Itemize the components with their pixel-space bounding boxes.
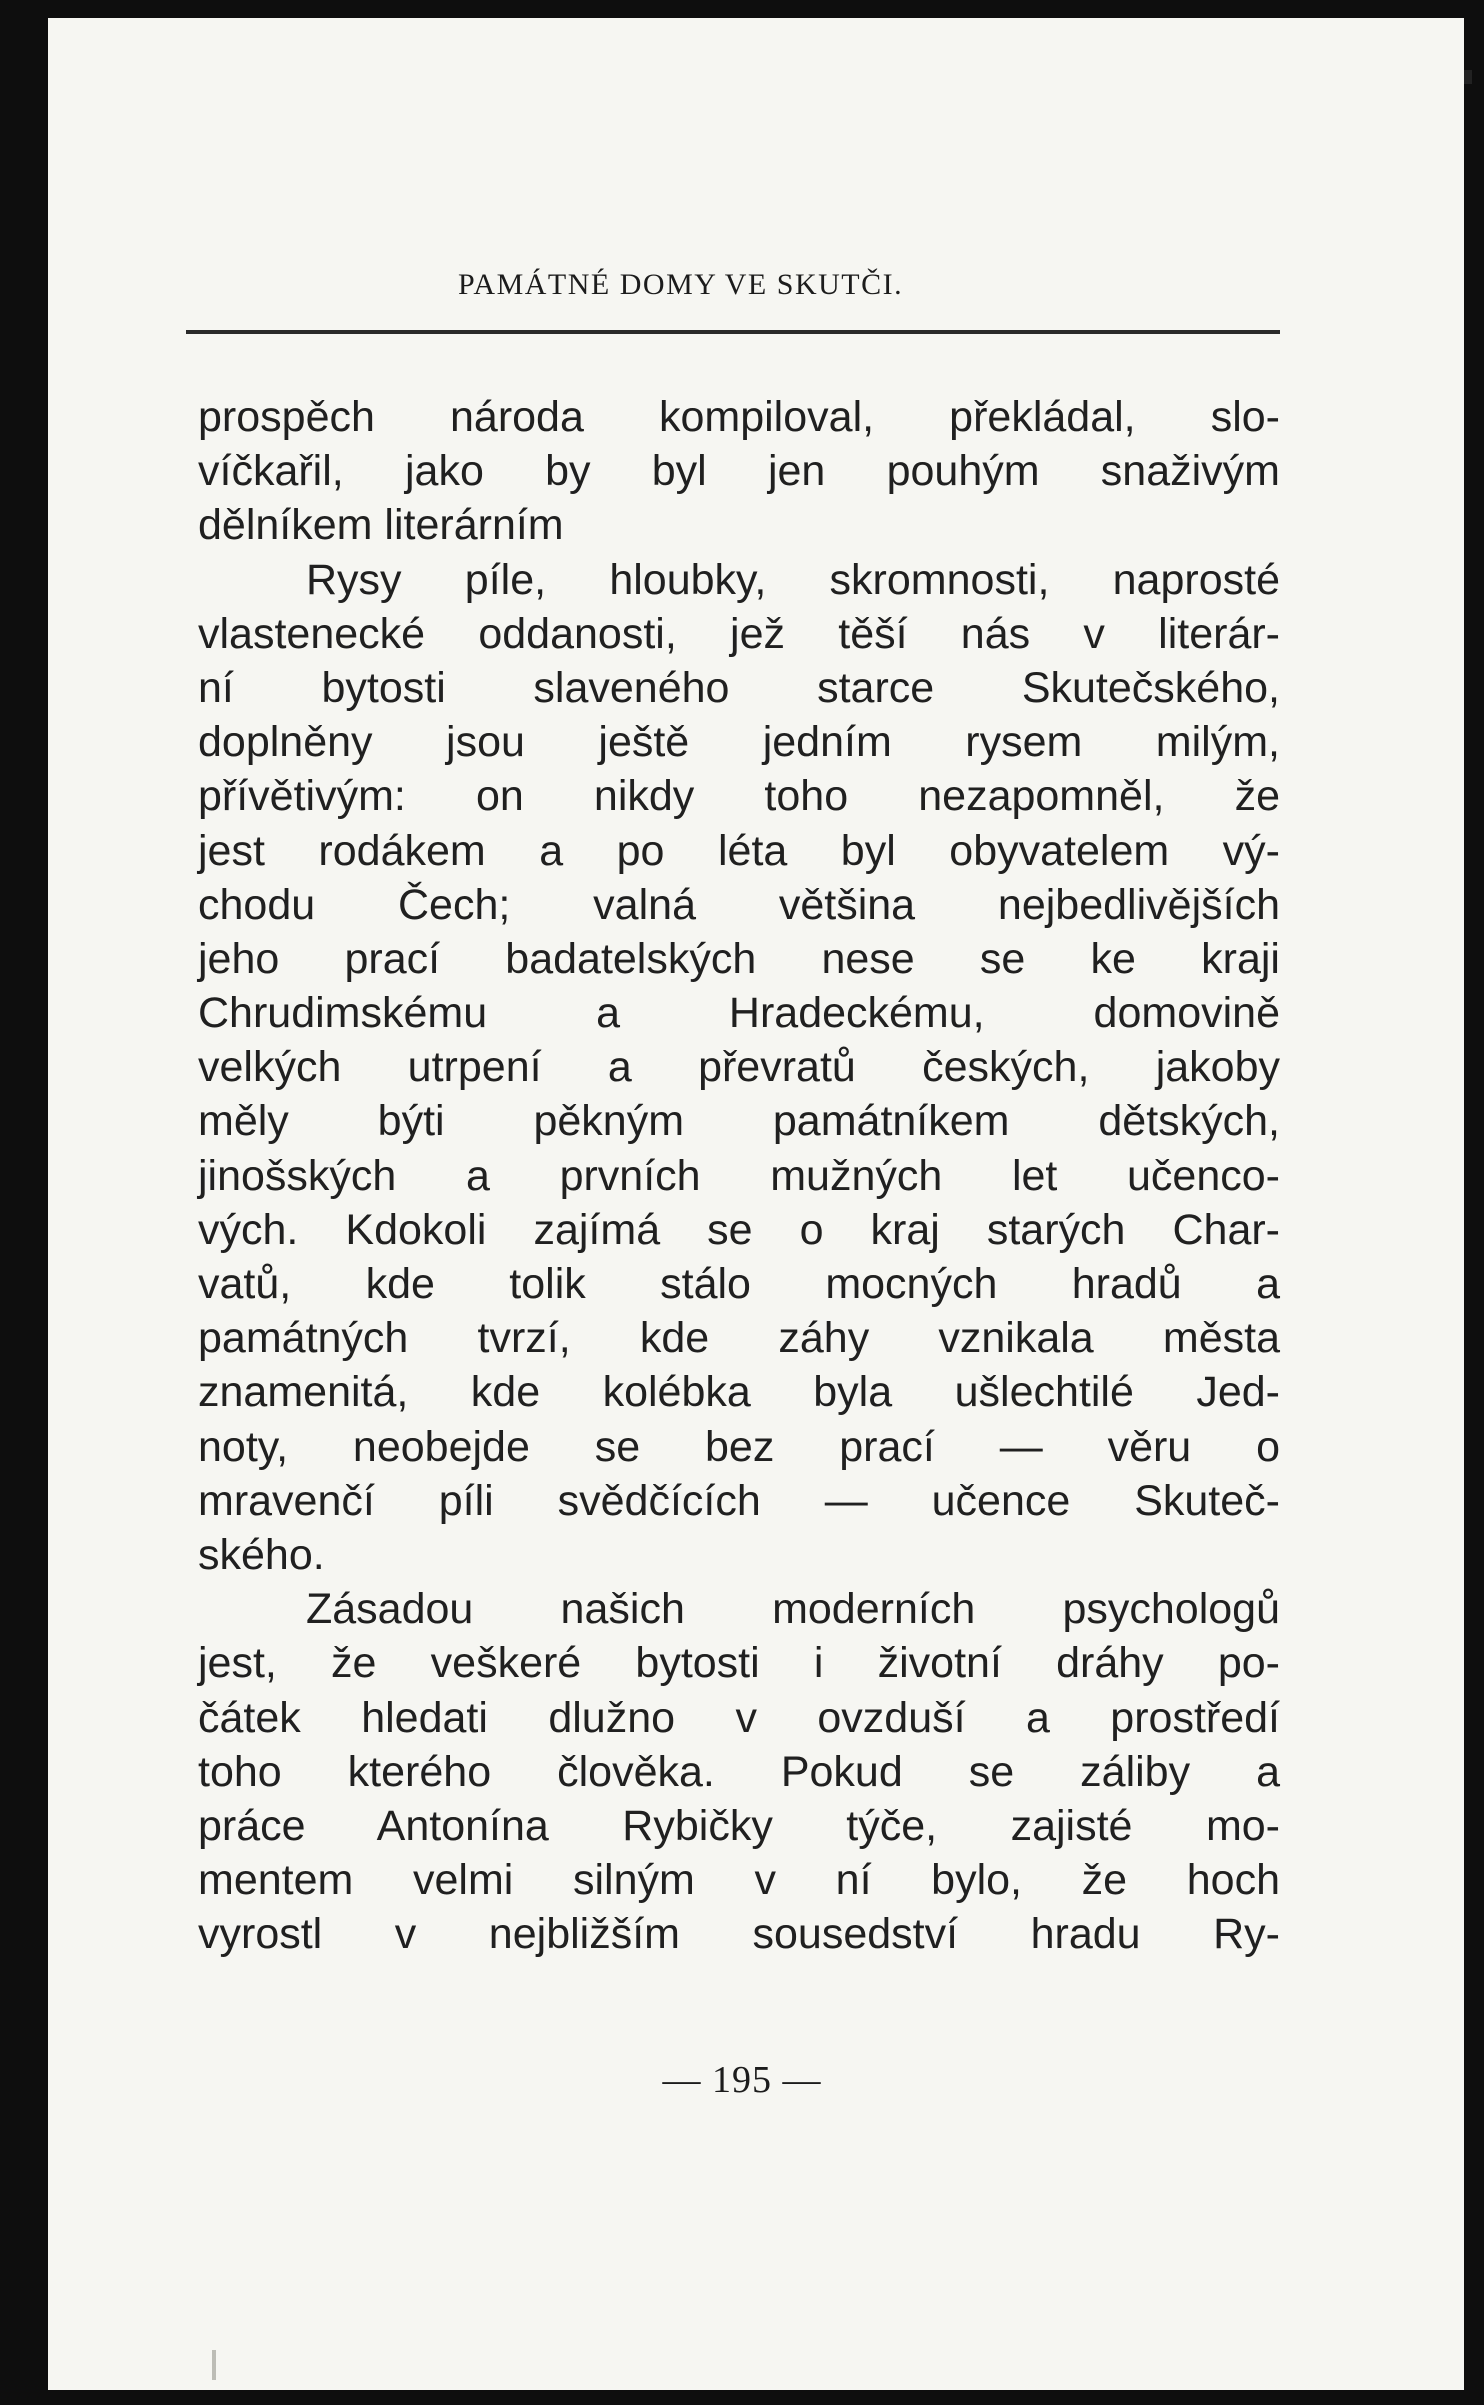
text-line: měly býti pěkným památníkem dětských, [198, 1097, 1280, 1146]
text-line: chodu Čech; valná většina nejbedlivějších [198, 880, 1280, 929]
text-line: čátek hledati dlužno v ovzduší a prostředí [198, 1693, 1280, 1742]
text-line: prospěch národa kompiloval, překládal, slo- [198, 393, 1280, 441]
text-line: vyrostl v nejbližším sousedství hradu Ry- [198, 1910, 1280, 1959]
page-number: — 195 — [662, 2059, 822, 2101]
text-line: Chrudimskému a Hradeckému, domovině [198, 989, 1280, 1038]
body-text [198, 390, 1280, 1961]
text-line: jinošských a prvních mužných let učenco- [198, 1151, 1280, 1200]
text-line: dělníkem literárním [198, 501, 564, 550]
text-line: noty, neobejde se bez prací — věru o [198, 1422, 1280, 1471]
header-rule [186, 330, 1280, 334]
text-line: práce Antonína Rybičky týče, zajisté mo- [198, 1801, 1280, 1850]
text-line: ského. [198, 1530, 325, 1579]
text-line: velkých utrpení a převratů českých, jakoby [198, 1043, 1280, 1092]
page-edge-mark [1464, 70, 1472, 84]
text-line: Zásadou našich moderních psychologů [306, 1585, 1280, 1634]
text-line: mravenčí píli svědčících — učence Skuteč- [198, 1476, 1280, 1525]
text-line: jest rodákem a po léta byl obyvatelem vý- [198, 826, 1280, 875]
text-line: přívětivým: on nikdy toho nezapomněl, že [198, 772, 1280, 821]
text-line: ní bytosti slaveného starce Skutečského, [198, 663, 1280, 712]
text-line: vatů, kde tolik stálo mocných hradů a [198, 1260, 1280, 1308]
text-line: mentem velmi silným v ní bylo, že hoch [198, 1856, 1280, 1905]
stray-mark [212, 2350, 216, 2380]
text-line: jeho prací badatelských nese se ke kraji [198, 934, 1280, 983]
text-line: památných tvrzí, kde záhy vznikala města [198, 1314, 1280, 1363]
running-head: PAMÁTNÉ DOMY VE SKUTČI. [458, 268, 904, 301]
text-line: vlastenecké oddanosti, jež těší nás v literár- [198, 609, 1280, 658]
text-line: doplněny jsou ještě jedním rysem milým, [198, 718, 1280, 767]
text-line: Rysy píle, hloubky, skromnosti, naprosté [306, 555, 1280, 604]
text-line: vých. Kdokoli zajímá se o kraj starých Char- [198, 1205, 1280, 1254]
text-line: víčkařil, jako by byl jen pouhým snaživým [198, 447, 1280, 496]
text-line: jest, že veškeré bytosti i životní dráhy po- [198, 1639, 1280, 1688]
text-line: znamenitá, kde kolébka byla ušlechtilé Jed- [198, 1368, 1280, 1417]
text-line: toho kterého člověka. Pokud se záliby a [198, 1747, 1280, 1796]
